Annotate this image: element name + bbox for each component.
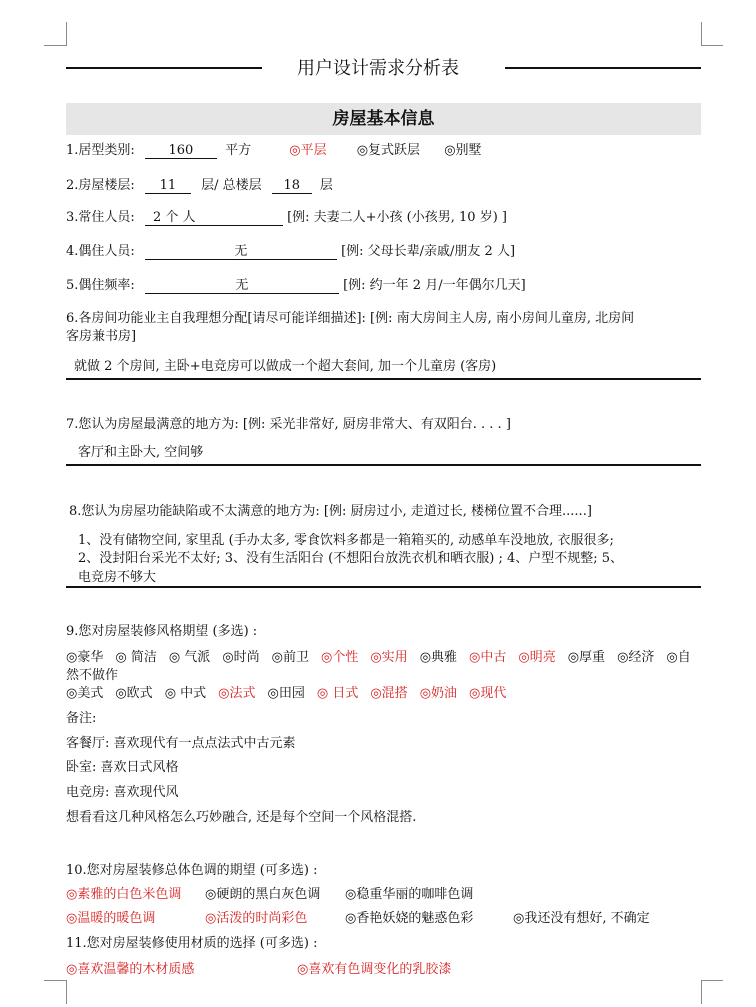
q9-style-option[interactable]: ◎明亮 bbox=[518, 650, 556, 665]
q5-example: [例: 约一年 2 月/一年偶尔几天] bbox=[343, 278, 526, 293]
crop-mark-top-left-h bbox=[44, 45, 66, 46]
q9-note-summary: 想看看这几种风格怎么巧妙融合, 还是每个空间一个风格混搭. bbox=[66, 810, 417, 825]
crop-mark-bottom-right-v bbox=[701, 980, 702, 1004]
q2-total-field[interactable]: 18 bbox=[272, 179, 312, 194]
q1-option-villa[interactable]: ◎别墅 bbox=[444, 143, 482, 158]
q1-row bbox=[66, 139, 482, 159]
q10-option-coffee[interactable]: ◎稳重华丽的咖啡色调 bbox=[345, 887, 474, 902]
q2-floor-field[interactable]: 11 bbox=[145, 179, 191, 194]
q10-option-charming[interactable]: ◎香艳妖娆的魅惑色彩 bbox=[345, 911, 474, 926]
q7-answer-rule bbox=[66, 464, 701, 466]
q1-area-field[interactable]: 160 bbox=[145, 144, 217, 159]
q9-style-option[interactable]: ◎豪华 bbox=[66, 650, 104, 665]
q9-style-option[interactable]: ◎法式 bbox=[218, 686, 256, 701]
q8-question: 8.您认为房屋功能缺陷或不太满意的地方为: [例: 厨房过小, 走道过长, 楼梯位置不合理......] bbox=[69, 504, 592, 519]
q11-question: 11.您对房屋装修使用材质的选择 (可多选) : bbox=[66, 936, 318, 951]
q1-option-flat[interactable]: ◎平层 bbox=[289, 143, 327, 158]
q10-option-white-beige[interactable]: ◎素雅的白色米色调 bbox=[66, 887, 182, 902]
q9-style-option[interactable]: ◎中古 bbox=[469, 650, 507, 665]
section-header: 房屋基本信息 bbox=[66, 103, 701, 135]
q9-note-label: 备注: bbox=[66, 711, 97, 726]
q6-answer[interactable]: 就做 2 个房间, 主卧+电竞房可以做成一个超大套间, 加一个儿童房 (客房) bbox=[74, 359, 497, 374]
q10-question: 10.您对房屋装修总体色调的期望 (可多选) : bbox=[66, 863, 318, 878]
q2-separator: 层/ 总楼层 bbox=[201, 178, 262, 193]
q6-question-line1: 6.各房间功能业主自我理想分配[请尽可能详细描述]: [例: 南大房间主人房, 南小房间儿童房, 北房间 bbox=[66, 311, 635, 326]
q9-style-option[interactable]: ◎ 日式 bbox=[316, 686, 359, 701]
q2-row bbox=[66, 174, 333, 194]
q10-option-lively-colors[interactable]: ◎活泼的时尚彩色 bbox=[205, 911, 308, 926]
page-title: 用户设计需求分析表 bbox=[297, 58, 459, 79]
q9-style-option[interactable]: ◎经济 bbox=[617, 650, 655, 665]
q9-style-options-row1 bbox=[66, 646, 703, 665]
title-rule-right bbox=[505, 67, 701, 69]
q2-unit: 层 bbox=[319, 178, 333, 193]
q9-style-option[interactable]: ◎混搭 bbox=[370, 686, 408, 701]
q4-row bbox=[66, 240, 515, 260]
q1-label: 1.居型类别: bbox=[66, 143, 135, 158]
q6-answer-rule bbox=[66, 378, 701, 380]
crop-mark-bottom-right-h bbox=[701, 980, 723, 981]
q9-style-option[interactable]: ◎典雅 bbox=[419, 650, 458, 665]
q9-question: 9.您对房屋装修风格期望 (多选) : bbox=[66, 624, 258, 639]
q9-style-option[interactable]: ◎现代 bbox=[469, 686, 507, 701]
q10-option-undecided[interactable]: ◎我还没有想好, 不确定 bbox=[513, 911, 650, 926]
q5-row bbox=[66, 274, 526, 294]
crop-mark-bottom-left-v bbox=[66, 980, 67, 1004]
q3-label: 3.常住人员: bbox=[66, 210, 135, 225]
q9-style-option[interactable]: ◎奶油 bbox=[419, 686, 458, 701]
q2-label: 2.房屋楼层: bbox=[66, 178, 135, 193]
q3-row bbox=[66, 206, 507, 226]
q9-style-option[interactable]: ◎实用 bbox=[370, 650, 408, 665]
q9-style-option[interactable]: ◎ 中式 bbox=[164, 686, 207, 701]
q10-option-black-white-gray[interactable]: ◎硬朗的黑白灰色调 bbox=[205, 887, 321, 902]
q9-style-option[interactable]: ◎时尚 bbox=[222, 650, 260, 665]
q9-style-option[interactable]: ◎前卫 bbox=[271, 650, 309, 665]
q11-option-latex-paint[interactable]: ◎喜欢有色调变化的乳胶漆 bbox=[297, 962, 452, 977]
q7-question: 7.您认为房屋最满意的地方为: [例: 采光非常好, 厨房非常大、有双阳台. . . . ] bbox=[66, 417, 511, 432]
q5-value-field[interactable]: 无 bbox=[145, 279, 339, 294]
q8-answer-rule bbox=[66, 586, 701, 588]
q3-value-field[interactable]: 2 个 人 bbox=[145, 211, 283, 226]
q8-answer-line1[interactable]: 1、没有储物空间, 家里乱 (手办太多, 零食饮料多都是一箱箱买的, 动感单车没地放, 衣服很多; bbox=[78, 533, 614, 548]
q7-answer[interactable]: 客厅和主卧大, 空间够 bbox=[78, 445, 204, 460]
crop-mark-top-right-h bbox=[701, 45, 723, 46]
q5-label: 5.偶住频率: bbox=[66, 278, 135, 293]
q4-example: [例: 父母长辈/亲戚/朋友 2 人] bbox=[341, 244, 516, 259]
q4-value-field[interactable]: 无 bbox=[145, 245, 337, 260]
q9-style-option[interactable]: ◎个性 bbox=[321, 650, 359, 665]
q6-question-line2: 客房兼书房] bbox=[66, 329, 137, 344]
q9-style-option[interactable]: ◎自 bbox=[666, 650, 691, 665]
q1-unit: 平方 bbox=[225, 143, 252, 158]
q10-option-warm[interactable]: ◎温暖的暖色调 bbox=[66, 911, 156, 926]
q9-style-option[interactable]: ◎美式 bbox=[66, 686, 104, 701]
q9-style-option[interactable]: ◎欧式 bbox=[115, 686, 153, 701]
q3-example: [例: 夫妻二人+小孩 (小孩男, 10 岁) ] bbox=[287, 210, 507, 225]
q1-option-duplex[interactable]: ◎复式跃层 bbox=[356, 143, 421, 158]
crop-mark-top-right-v bbox=[701, 22, 702, 46]
q9-style-option[interactable]: ◎田园 bbox=[267, 686, 305, 701]
q8-answer-line2[interactable]: 2、没封阳台采光不太好; 3、没有生活阳台 (不想阳台放洗衣机和晒衣服) ; 4、户型不规整; 5、 bbox=[78, 551, 624, 566]
q11-option-wood[interactable]: ◎喜欢温馨的木材质感 bbox=[66, 962, 195, 977]
q9-style-option[interactable]: ◎厚重 bbox=[567, 650, 606, 665]
q9-style-options-row2 bbox=[66, 682, 518, 701]
q9-row1-continuation: 然不做作 bbox=[66, 668, 119, 683]
q4-label: 4.偶住人员: bbox=[66, 244, 135, 259]
crop-mark-bottom-left-h bbox=[44, 980, 66, 981]
q9-note-bedroom: 卧室: 喜欢日式风格 bbox=[66, 760, 179, 775]
q9-style-option[interactable]: ◎ 简洁 bbox=[115, 650, 157, 665]
q9-note-living-room: 客餐厅: 喜欢现代有一点点法式中古元素 bbox=[66, 736, 296, 751]
crop-mark-top-left-v bbox=[66, 22, 67, 46]
q9-note-gaming-room: 电竞房: 喜欢现代风 bbox=[66, 785, 179, 800]
q9-style-option[interactable]: ◎ 气派 bbox=[168, 650, 211, 665]
q8-answer-line3[interactable]: 电竞房不够大 bbox=[78, 570, 157, 585]
